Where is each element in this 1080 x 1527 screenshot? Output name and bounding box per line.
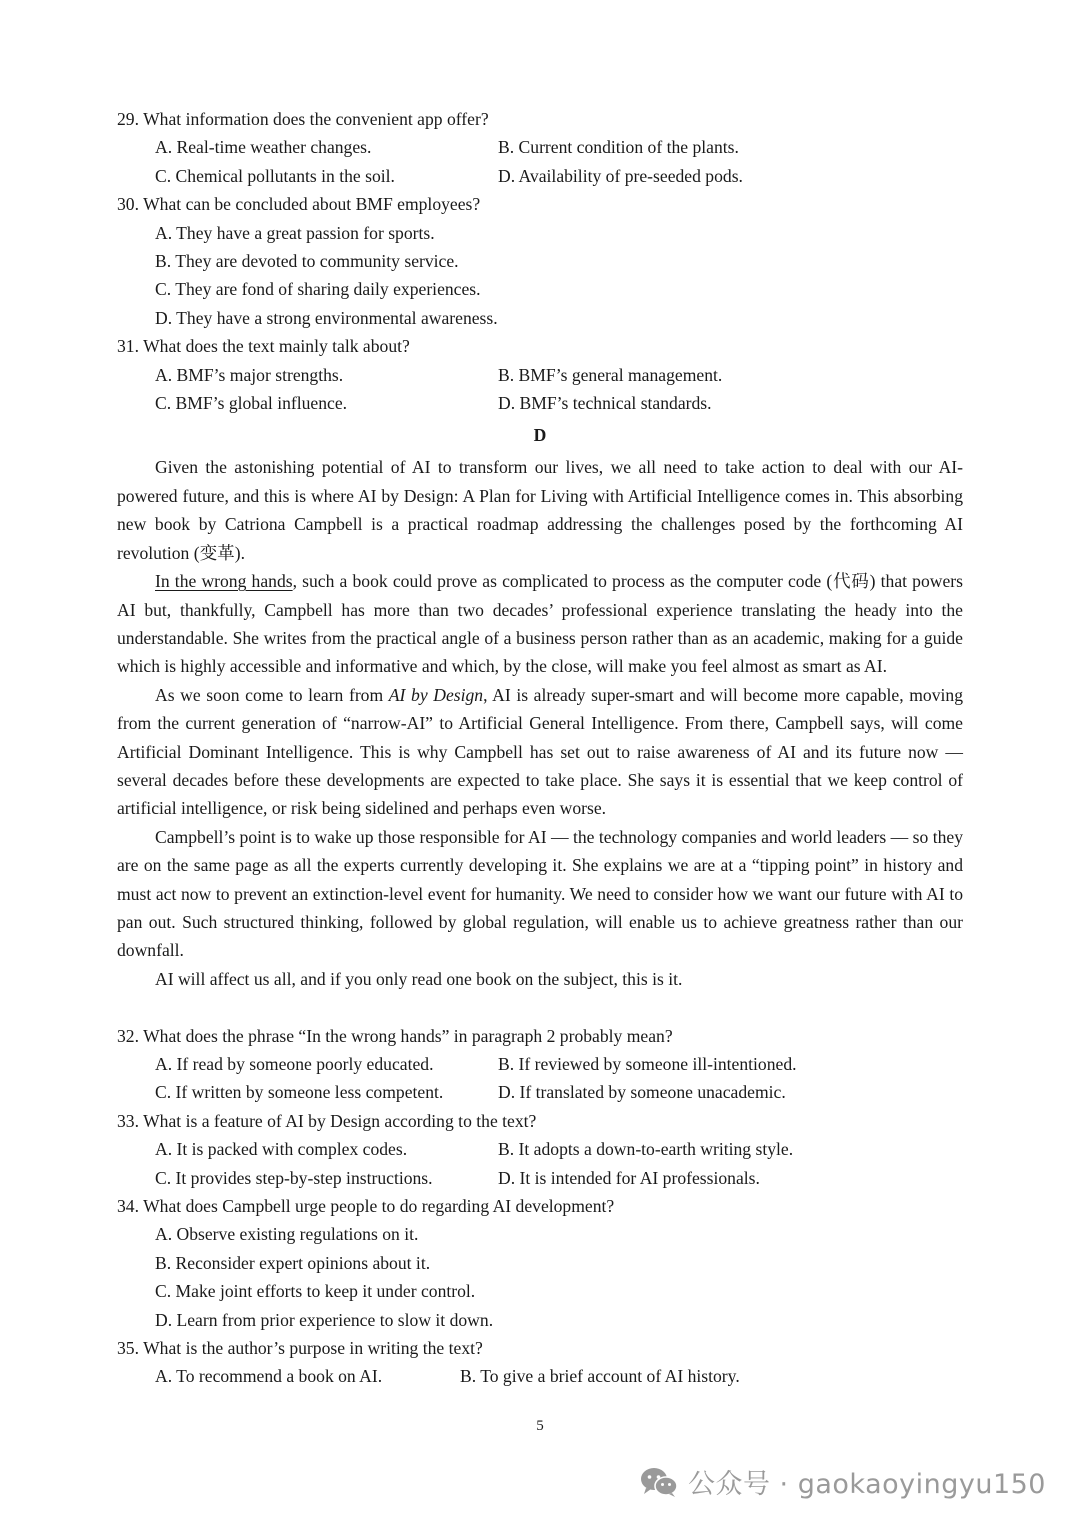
option-33-d: D. It is intended for AI professionals.: [498, 1167, 760, 1188]
option-32-c: C. If written by someone less competent.: [155, 1082, 444, 1103]
page-number: 5: [536, 1418, 544, 1434]
option-30-d: D. They have a strong environmental awareness.: [155, 307, 498, 328]
option-34-b: B. Reconsider expert opinions about it.: [155, 1252, 431, 1273]
wechat-icon: [640, 1466, 678, 1498]
question-33-options-row-1: [117, 1135, 963, 1163]
option-29-a: A. Real-time weather changes.: [155, 137, 372, 158]
passage-paragraph-1: Given the astonishing potential of AI to transform our lives, we all need to take action to deal with our AI-powered future, and this is where AI by Design: A Plan for Living with Artificial Intelligence comes in. This absorbing new book by Catriona Campbell is a practical roadmap addressing the challenges posed by the forthcoming AI revolution (变革).: [117, 457, 963, 563]
book-title-italic: AI by Design: [388, 684, 484, 705]
question-32-options-row-2: [117, 1078, 963, 1106]
option-31-d: D. BMF’s technical standards.: [498, 393, 712, 414]
watermark-text: 公众号 · gaokaoyingyu150: [687, 1469, 1046, 1500]
option-33-b: B. It adopts a down-to-earth writing style.: [498, 1139, 794, 1160]
question-35-options-row-1: [117, 1362, 963, 1390]
option-35-b: B. To give a brief account of AI history.: [460, 1366, 740, 1387]
option-32-b: B. If reviewed by someone ill-intentioned.: [498, 1053, 797, 1074]
option-33-a: A. It is packed with complex codes.: [155, 1139, 408, 1160]
option-35-a: A. To recommend a book on AI.: [155, 1366, 383, 1387]
exam-page: [117, 105, 963, 1391]
question-29: 29. What information does the convenient app offer?: [117, 109, 489, 129]
passage-paragraph-3: [117, 681, 963, 823]
underlined-phrase: In the wrong hands: [155, 571, 293, 592]
passage-paragraph-2: [117, 567, 963, 681]
spacer: [117, 993, 963, 1021]
passage-paragraph-3-start: As we soon come to learn from: [155, 684, 389, 705]
option-34-c: C. Make joint efforts to keep it under control.: [155, 1281, 476, 1302]
question-32: 32. What does the phrase “In the wrong hands” in paragraph 2 probably mean?: [117, 1025, 673, 1046]
question-33: 33. What is a feature of AI by Design according to the text?: [117, 1110, 537, 1131]
section-d-title: D: [533, 425, 547, 446]
option-29-d: D. Availability of pre-seeded pods.: [498, 165, 743, 186]
option-30-b: B. They are devoted to community service.: [155, 251, 459, 272]
option-30-c: C. They are fond of sharing daily experiences.: [155, 279, 481, 300]
watermark: [640, 1462, 1046, 1501]
passage-paragraph-5: AI will affect us all, and if you only read one book on the subject, this is it.: [155, 968, 683, 989]
question-34: 34. What does Campbell urge people to do regarding AI development?: [117, 1196, 615, 1217]
passage-paragraph-4: Campbell’s point is to wake up those responsible for AI — the technology companies and world leaders — so they are on the same page as all the experts currently developing it. She explains we are at a “tipping point” in history and must act now to prevent an extinction-level event for humanity. We need to consider how we want our future with AI to pan out. Such structured thinking, followed by global regulation, will enable us to achieve greatness rather than our downfall.: [117, 826, 963, 961]
option-33-c: C. It provides step-by-step instructions.: [155, 1167, 433, 1188]
option-34-d: D. Learn from prior experience to slow it down.: [155, 1309, 494, 1330]
option-31-a: A. BMF’s major strengths.: [155, 364, 344, 385]
passage-paragraph-3-text: , AI is already super-smart and will become more capable, moving from the current generation of “narrow-AI” to Artificial General Intelligence. From there, Campbell says, will come Artificial Dominant Intelligence. This is why Campbell has set out to raise awareness of AI and its future now — several decades before these developments are expected to take place. She says it is essential that we keep control of artificial intelligence, or risk being sidelined and perhaps even worse.: [117, 684, 963, 819]
question-32-options-row-1: [117, 1050, 963, 1078]
option-29-c: C. Chemical pollutants in the soil.: [155, 165, 395, 186]
option-31-b: B. BMF’s general management.: [498, 364, 723, 385]
question-31: 31. What does the text mainly talk about?: [117, 336, 410, 357]
option-32-d: D. If translated by someone unacademic.: [498, 1082, 786, 1103]
option-31-c: C. BMF’s global influence.: [155, 393, 348, 414]
option-34-a: A. Observe existing regulations on it.: [155, 1224, 419, 1245]
question-29-options-row-1: [117, 133, 963, 161]
question-35: 35. What is the author’s purpose in writing the text?: [117, 1338, 483, 1359]
option-30-a: A. They have a great passion for sports.: [155, 222, 435, 243]
question-33-options-row-2: [117, 1164, 963, 1192]
question-31-options-row-1: [117, 361, 963, 389]
question-30: 30. What can be concluded about BMF employees?: [117, 194, 481, 215]
option-32-a: A. If read by someone poorly educated.: [155, 1053, 434, 1074]
option-29-b: B. Current condition of the plants.: [498, 137, 739, 158]
passage-paragraph-2-text: , such a book could prove as complicated to process as the computer code (代码) that powers AI but, thankfully, Campbell has more than two decades’ professional experience translating the heady into the understandable. She writes from the practical angle of a business person rather than as an academic, making for a guide which is highly accessible and informative and which, by the close, will make you feel almost as smart as AI.: [117, 571, 963, 677]
question-29-options-row-2: [117, 162, 963, 190]
question-31-options-row-2: [117, 389, 963, 417]
